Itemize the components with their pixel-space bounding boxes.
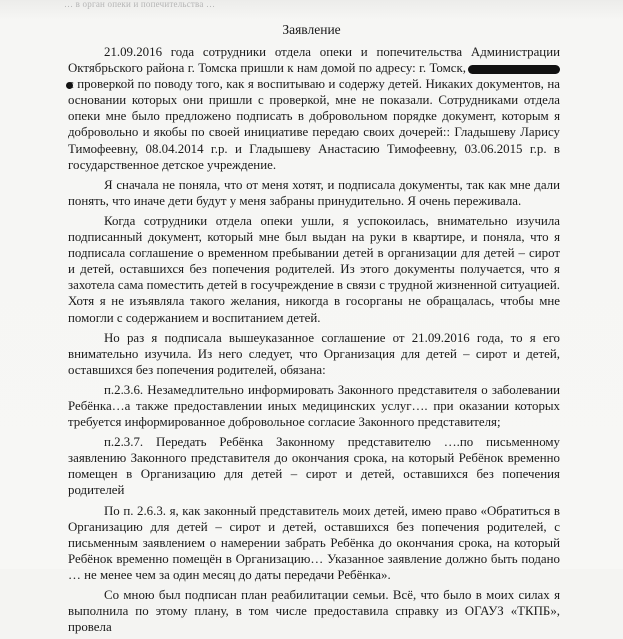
paragraph-3: Когда сотрудники отдела опеки ушли, я успокоилась, внимательно изучила подписанный документ, который мне был выдан на руки в квартире, и поняла, что я подписала соглашение о временном пребывании детей в организации для детей – сирот и детей, оставшихся без попечения родителей. Из этого документы получается, что я захотела сама поместить детей в госучреждение в связи с трудной жизненной ситуацией. Хотя я не изъявляла такого желания, никогда в госорганы не обращалась, чтобы мне помогли с содержанием и воспитанием детей. — [68, 213, 560, 325]
paragraph-1-end: с проверкой по поводу того, как я воспитываю и содержу детей. Никаких документов, на основании которых они пришли с проверкой, мне не показали. Сотрудниками отдела опеки мне было предложено подписать в добровольном порядке документ, которым я добровольно и якобы по своей инициативе передаю своих дочерей:: Гладышеву Ларису Тимофеевну, 08.04.2014 г.р. и Гладышеву Анастасию Тимофеевну, 03.06.2015 г.р. в государственное детское учреждение. — [68, 77, 560, 172]
paragraph-5: п.2.3.6. Незамедлительно информировать Законного представителя о заболевании Ребёнка…а также предоставлении иных медицинских услуг…. при оказании которых требуется информированное добровольное согласие Законного представителя; — [68, 382, 560, 430]
document-body — [68, 44, 560, 639]
faint-header-text: … в орган опеки и попечительства … — [64, 0, 216, 9]
paragraph-7: По п. 2.6.3. я, как законный представитель моих детей, имею право «Обратиться в Организацию для детей – сирот и детей, оставшихся без попечения родителей, с письменным заявлением о намерении забрать Ребёнка до окончания срока, на который Ребёнок временно помещён в Организацию… Указанное заявление должно быть подано … не менее чем за один месяц до даты передачи Ребёнка». — [68, 503, 560, 582]
document-title: Заявление — [282, 22, 341, 37]
paragraph-1 — [68, 44, 560, 173]
redacted-address — [468, 65, 560, 74]
paragraph-4: Но раз я подписала вышеуказанное соглашение от 21.09.2016 года, то я его внимательно изучила. Из него следует, что Организация для детей – сирот и детей, оставшихся без попечения родителей, обязана: — [68, 330, 560, 377]
paragraph-8: Со мною был подписан план реабилитации семьи. Всё, что было в моих силах я выполнила по этому плану, в том числе предоставила справку из ОГАУЗ «ТКПБ», провела — [68, 588, 560, 635]
paragraph-2: Я сначала не поняла, что от меня хотят, и подписала документы, так как мне дали понять, что иначе дети будут у меня забраны принудительно. Я очень переживала. — [68, 177, 560, 208]
paragraph-6: п.2.3.7. Передать Ребёнка Законному представителю ….по письменному заявлению Законного представителя до окончания срока, на который Ребёнок временно помещен в Организацию для детей – сирот и детей, оставшихся без попечения родителей — [68, 435, 560, 498]
paragraph-1-start: 21.09.2016 года сотрудники отдела опеки и попечительства Администрации Октябрьского района г. Томска пришли к нам домой по адресу: г. Томск, — [68, 45, 560, 76]
